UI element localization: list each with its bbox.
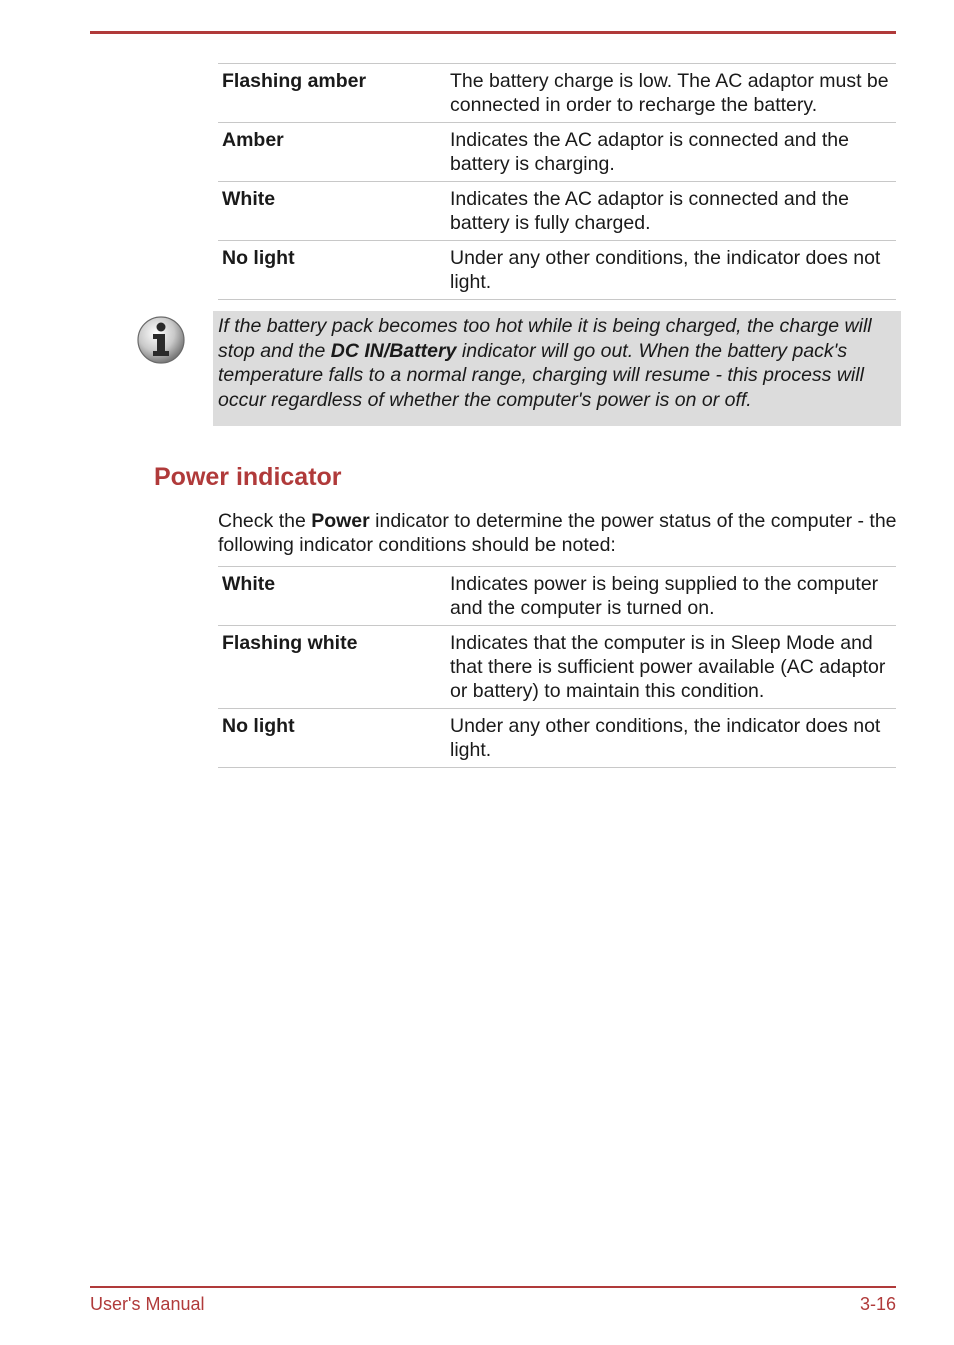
table-row bbox=[218, 241, 896, 300]
indicator-description: Under any other conditions, the indicator does not light. bbox=[442, 241, 896, 300]
indicator-description: Under any other conditions, the indicator does not light. bbox=[442, 709, 896, 768]
indicator-description: Indicates the AC adaptor is connected and the battery is charging. bbox=[442, 123, 896, 182]
indicator-description: Indicates that the computer is in Sleep Mode and that there is sufficient power available (AC adaptor or battery) to maintain this condition. bbox=[442, 626, 896, 709]
indicator-term: Amber bbox=[218, 123, 442, 182]
indicator-term: White bbox=[218, 182, 442, 241]
indicator-description: Indicates the AC adaptor is connected and the battery is fully charged. bbox=[442, 182, 896, 241]
note-bold-term: DC IN/Battery bbox=[330, 339, 457, 362]
section-title: Power indicator bbox=[154, 463, 342, 491]
table-row bbox=[218, 567, 896, 626]
note-text-part: indicator will go out. When the battery pack's temperature falls to a normal range, charging will resume - this process will occur regardless of whether the computer's power is on or off. bbox=[218, 339, 864, 411]
intro-text-part: indicator to determine the power status of the computer - the following indicator conditions should be noted: bbox=[218, 510, 897, 556]
table-row bbox=[218, 626, 896, 709]
indicator-term: White bbox=[218, 567, 442, 626]
header-rule bbox=[90, 31, 896, 34]
footer-rule bbox=[90, 1286, 896, 1288]
info-icon bbox=[136, 315, 186, 365]
table-row bbox=[218, 64, 896, 123]
battery-indicator-table bbox=[218, 63, 896, 300]
table-row bbox=[218, 123, 896, 182]
indicator-term: Flashing white bbox=[218, 626, 442, 709]
table-row bbox=[218, 182, 896, 241]
note-text-part: If the battery pack becomes too hot while it is being charged, the charge will stop and the bbox=[218, 315, 872, 362]
power-indicator-table bbox=[218, 566, 896, 768]
section-intro bbox=[218, 509, 898, 557]
intro-bold-term: Power bbox=[311, 510, 370, 532]
page-number: 3-16 bbox=[859, 1294, 896, 1314]
note-text bbox=[218, 314, 898, 412]
indicator-description: Indicates power is being supplied to the computer and the computer is turned on. bbox=[442, 567, 896, 626]
indicator-term: No light bbox=[218, 709, 442, 768]
indicator-description: The battery charge is low. The AC adaptor must be connected in order to recharge the battery. bbox=[442, 64, 896, 123]
indicator-term: No light bbox=[218, 241, 442, 300]
table-row bbox=[218, 709, 896, 768]
footer-title: User's Manual bbox=[90, 1294, 205, 1314]
indicator-term: Flashing amber bbox=[218, 64, 442, 123]
intro-text-part: Check the bbox=[218, 510, 312, 532]
